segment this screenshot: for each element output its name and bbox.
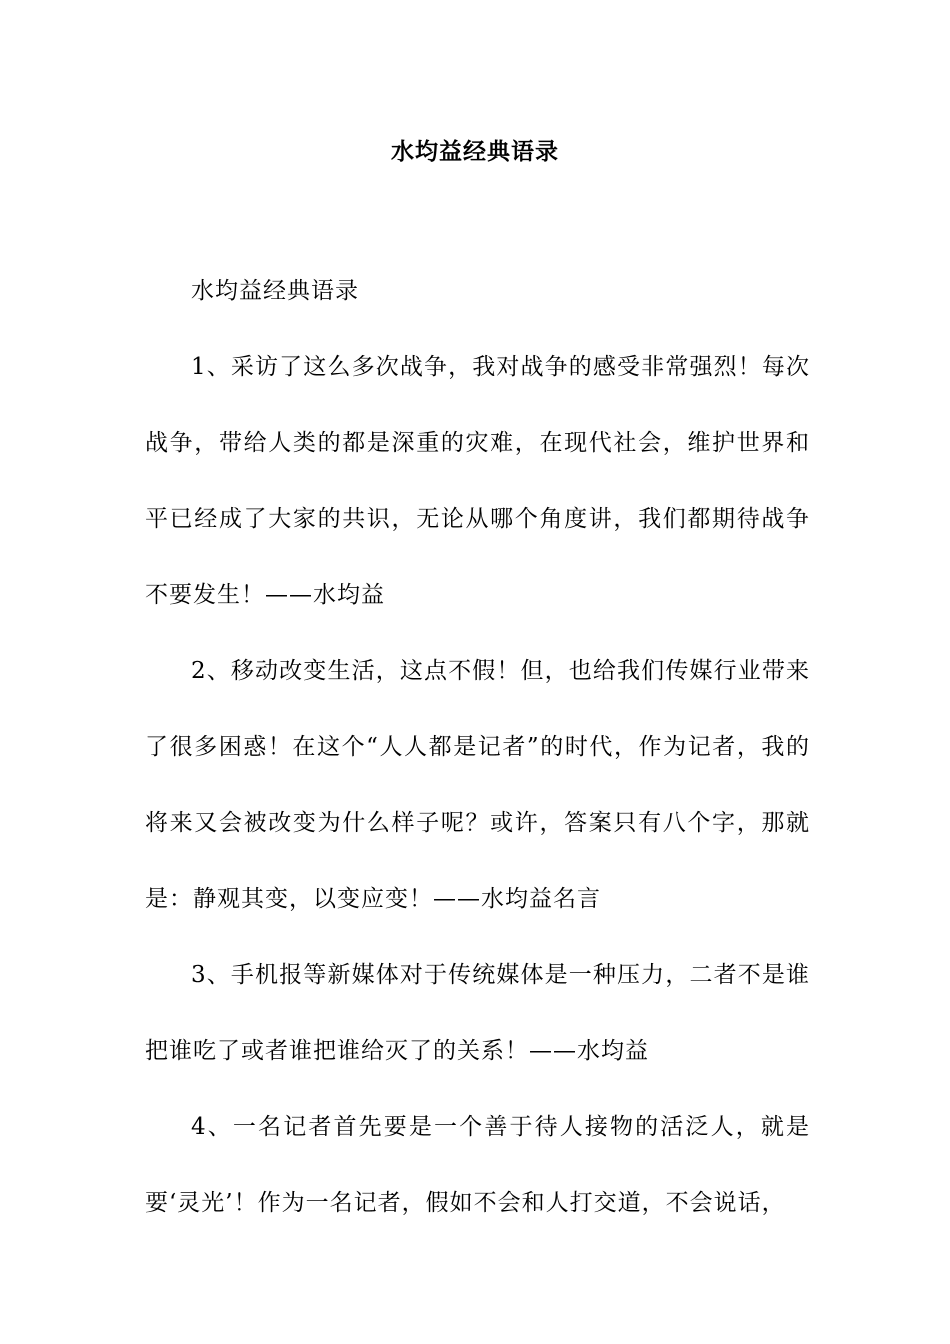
subtitle-paragraph: 水均益经典语录 <box>191 278 359 304</box>
quote-paragraph-2: 2、移动改变生活，这点不假！但，也给我们传媒行业带来了很多困惑！在这个“人人都是记者”的时代，作为记者，我的将来又会被改变为什么样子呢？或许，答案只有八个字，那就是：静观其变，以变应变！——水均益名言 <box>145 658 810 912</box>
quote-paragraph-1: 1、采访了这么多次战争，我对战争的感受非常强烈！每次战争，带给人类的都是深重的灾难，在现代社会，维护世界和平已经成了大家的共识，无论从哪个角度讲，我们都期待战争不要发生！——水均益 <box>145 354 810 608</box>
document-title: 水均益经典语录 <box>391 138 559 165</box>
document-body <box>145 253 810 1241</box>
quote-paragraph-4: 4、一名记者首先要是一个善于待人接物的活泛人，就是要‘灵光’！作为一名记者，假如不会和人打交道，不会说话， <box>145 1114 810 1216</box>
quote-paragraph-3: 3、手机报等新媒体对于传统媒体是一种压力，二者不是谁把谁吃了或者谁把谁给灭了的关系！——水均益 <box>145 962 810 1064</box>
